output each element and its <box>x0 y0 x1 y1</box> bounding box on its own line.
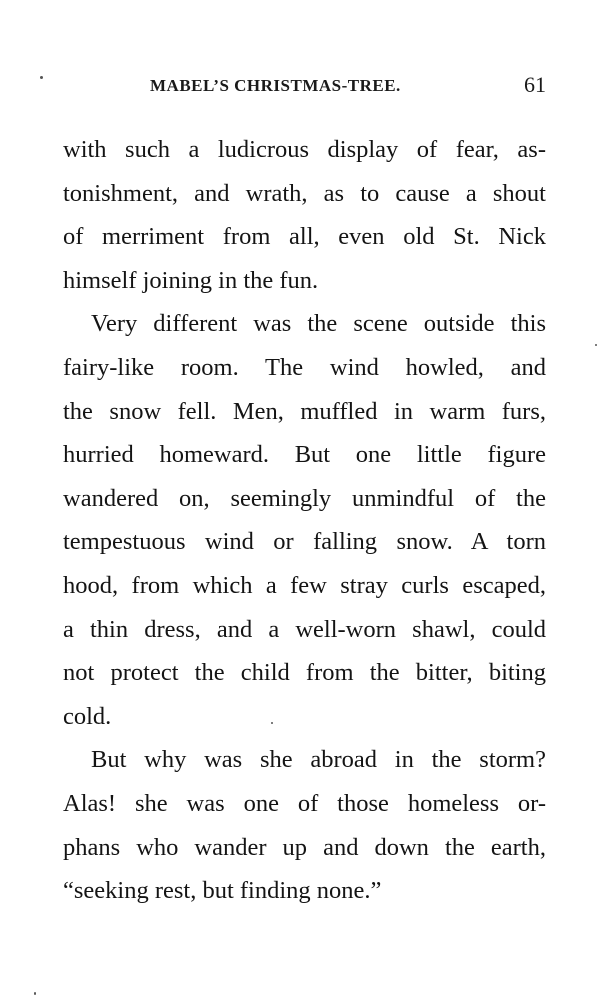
text-line: with such a ludicrous display of fear, as- <box>63 136 546 163</box>
text-line: a thin dress, and a well-worn shawl, could <box>63 615 546 643</box>
page-number: 61 <box>524 72 546 97</box>
paragraph-2 <box>63 302 546 738</box>
text-line: of merriment from all, even old St. Nick <box>63 223 546 251</box>
text-line: cold. <box>63 702 112 730</box>
scan-speck <box>40 76 43 79</box>
text-line: tempestuous wind or falling snow. A torn <box>63 528 546 556</box>
text-line: hood, from which a few stray curls escaped, <box>63 571 546 599</box>
running-title: MABEL’S CHRISTMAS-TREE. <box>150 76 401 95</box>
text-line: Very different was the scene outside this <box>91 310 546 338</box>
text-line: hurried homeward. But one little figure <box>63 441 546 469</box>
scan-speck <box>34 992 36 995</box>
scan-speck <box>271 722 273 724</box>
paragraph-3 <box>63 738 546 912</box>
text-line: fairy-like room. The wind howled, and <box>63 353 546 381</box>
body-text <box>63 128 546 913</box>
text-line: “seeking rest, but finding none.” <box>63 877 382 905</box>
text-line: tonishment, and wrath, as to cause a shout <box>63 179 546 207</box>
page-header <box>60 72 550 102</box>
text-line: the snow fell. Men, muffled in warm furs, <box>63 397 546 425</box>
text-line: But why was she abroad in the storm? <box>91 746 546 774</box>
text-line: Alas! she was one of those homeless or- <box>63 789 546 817</box>
text-line: wandered on, seemingly unmindful of the <box>63 484 546 512</box>
paragraph-1 <box>63 128 546 302</box>
text-line: himself joining in the fun. <box>63 266 319 294</box>
scan-speck <box>595 344 597 346</box>
text-line: not protect the child from the bitter, biting <box>63 659 546 687</box>
text-line: phans who wander up and down the earth, <box>63 833 546 861</box>
